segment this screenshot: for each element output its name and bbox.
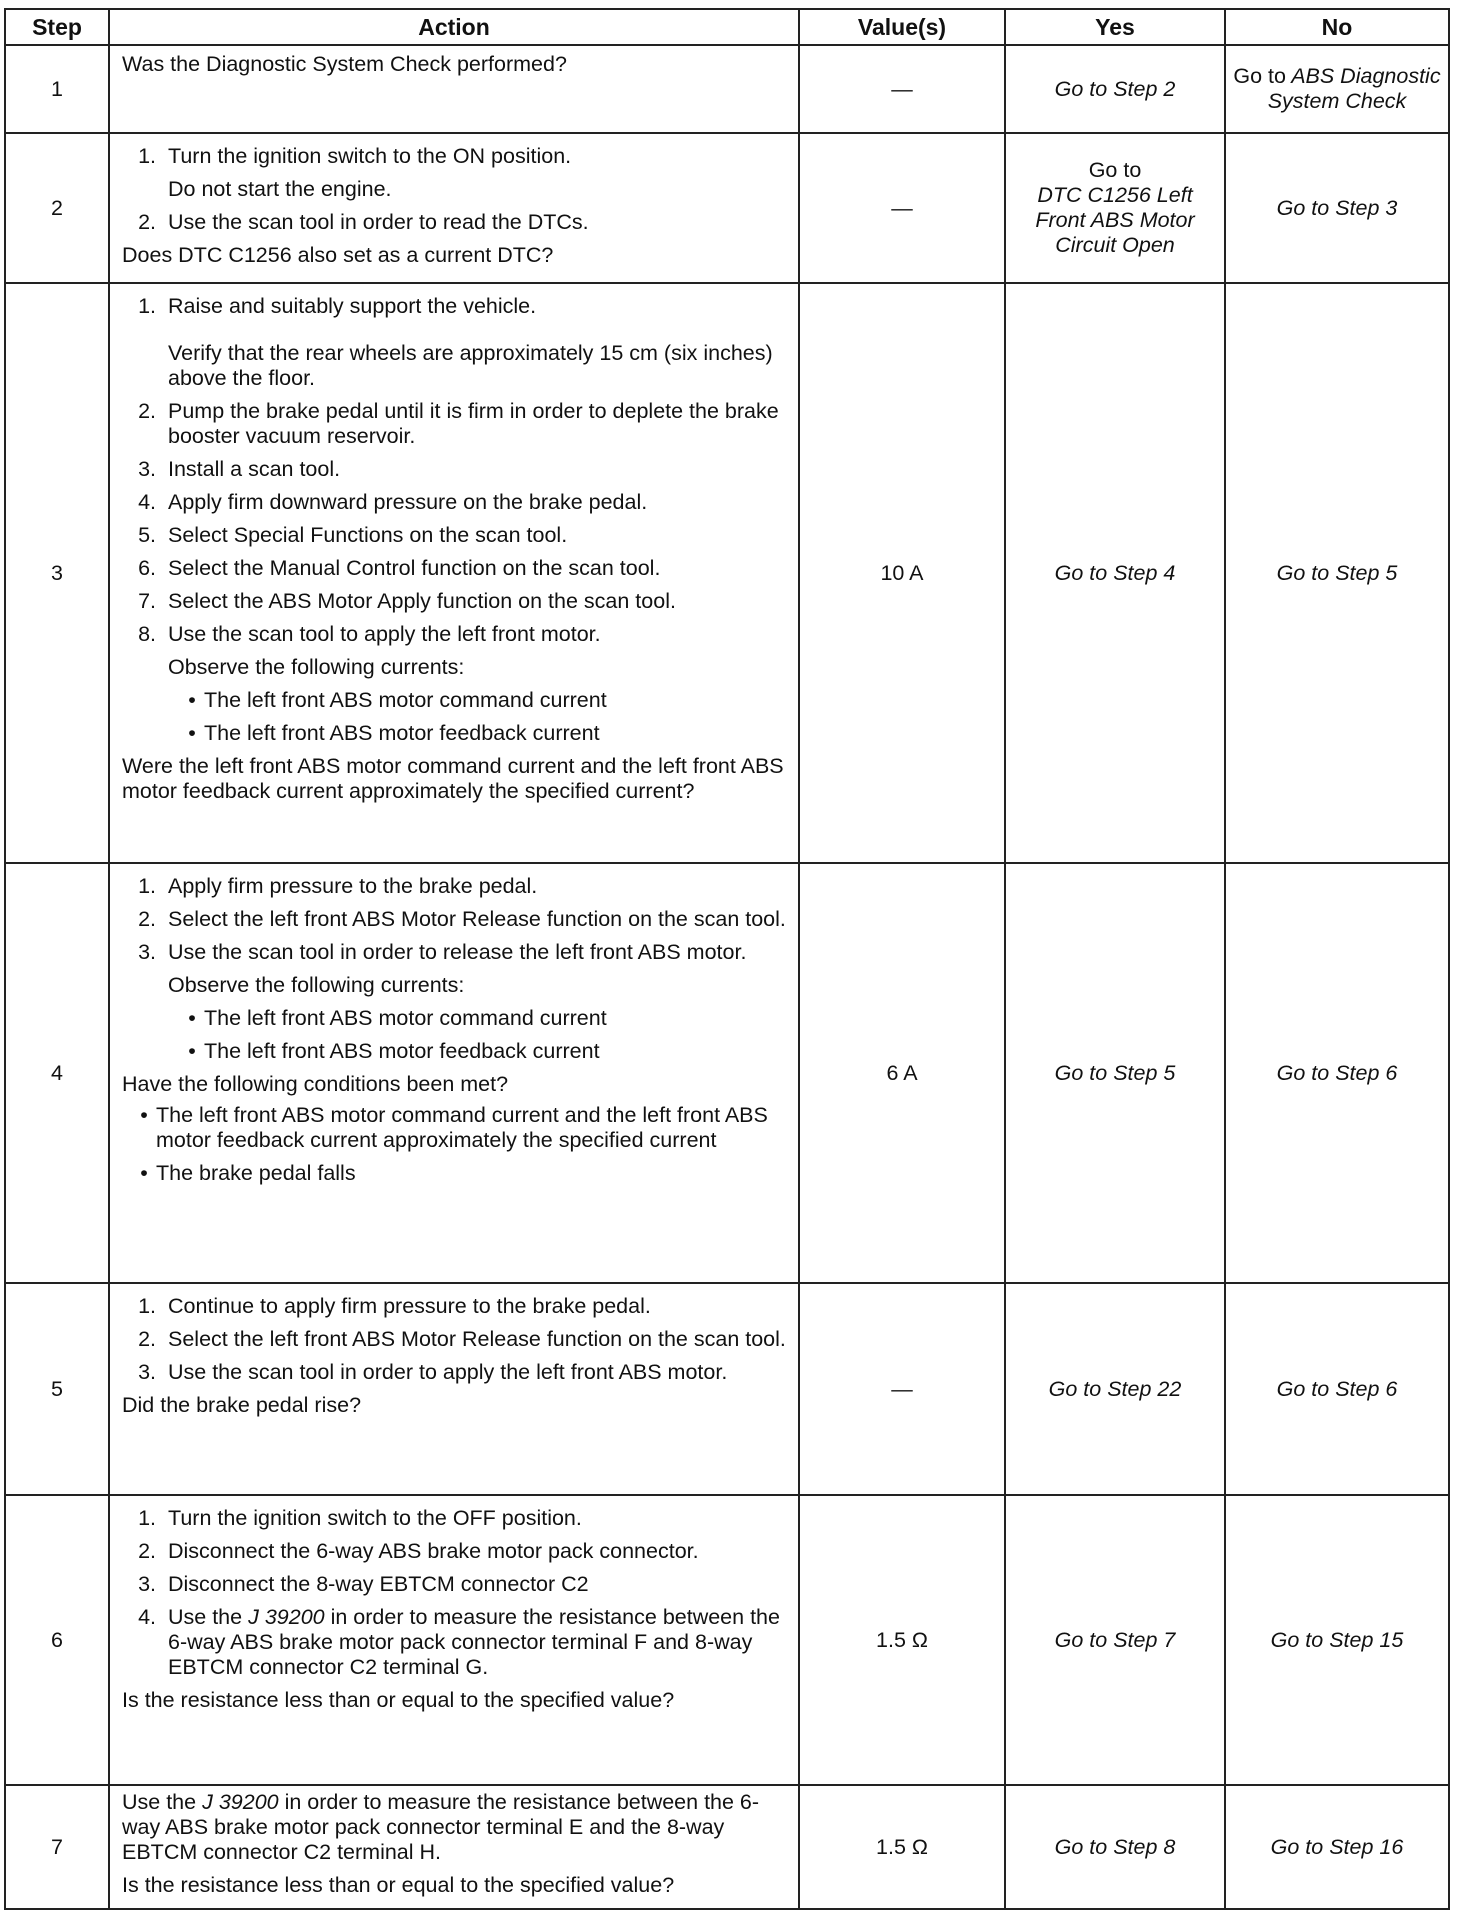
list-item: • The left front ABS motor command current	[188, 688, 607, 712]
step-number: 3	[5, 283, 109, 863]
value-cell: 1.5 Ω	[799, 1495, 1005, 1785]
table-row	[5, 133, 1449, 283]
no-cell: Go to Step 5	[1225, 283, 1449, 863]
no-prefix: Go to	[1233, 64, 1286, 88]
list-item: • The left front ABS motor feedback current	[188, 721, 600, 745]
note-text: Verify that the rear wheels are approximately 15 cm (six inches) above the floor.	[168, 341, 773, 390]
list-item: 1. Raise and suitably support the vehicle. Verify that the rear wheels are approximately 15 cm (six inches) above the floor.	[122, 294, 790, 391]
step-number: 5	[5, 1283, 109, 1495]
list-item: 4. Use the J 39200 in order to measure the resistance between the 6-way ABS brake motor pack connector terminal F and 8-way EBTCM connector C2 terminal G.	[138, 1605, 780, 1679]
list-item: 1. Apply firm pressure to the brake pedal.	[138, 874, 538, 898]
no-link: ABS Diagnostic System Check	[1267, 64, 1441, 113]
no-cell: Go to Step 6	[1225, 1283, 1449, 1495]
table-row	[5, 863, 1449, 1283]
no-cell: Go to Step 15	[1225, 1495, 1449, 1785]
yes-cell: Go to Step 2	[1005, 45, 1225, 133]
list-item: • The left front ABS motor feedback current	[188, 1039, 600, 1063]
question-text: Did the brake pedal rise?	[122, 1393, 362, 1417]
step-number: 1	[5, 45, 109, 133]
list-item: 5. Select Special Functions on the scan tool.	[138, 523, 568, 547]
list-item: • The left front ABS motor command current	[188, 1006, 607, 1030]
no-cell: Go to Step 16	[1225, 1785, 1449, 1909]
list-item: 1. Continue to apply firm pressure to the brake pedal.	[138, 1294, 651, 1318]
bullet-list	[180, 688, 790, 746]
question-text: Was the Diagnostic System Check performed?	[122, 52, 567, 76]
list-item: 8. Use the scan tool to apply the left front motor. Observe the following currents:	[122, 622, 790, 680]
yes-cell	[1005, 133, 1225, 283]
action-list	[122, 1294, 790, 1385]
value-cell: —	[799, 133, 1005, 283]
list-item: • The brake pedal falls	[140, 1161, 356, 1185]
step-number: 2	[5, 133, 109, 283]
diagnostic-table	[4, 8, 1450, 1910]
action-cell	[109, 133, 799, 283]
yes-prefix: Go to	[1088, 158, 1142, 182]
action-cell	[109, 863, 799, 1283]
tool-reference: J 39200	[248, 1605, 325, 1629]
question-text: Were the left front ABS motor command current and the left front ABS motor feedback current approximately the specified current?	[122, 754, 784, 803]
table-row	[5, 283, 1449, 863]
table-row	[5, 1495, 1449, 1785]
action-list	[122, 294, 790, 680]
action-list	[122, 144, 790, 235]
header-no: No	[1225, 9, 1449, 45]
header-step: Step	[5, 9, 109, 45]
question-text: Is the resistance less than or equal to the specified value?	[122, 1873, 675, 1897]
list-item: 4. Apply firm downward pressure on the brake pedal.	[138, 490, 648, 514]
list-item: 7. Select the ABS Motor Apply function on the scan tool.	[138, 589, 676, 613]
action-cell	[109, 1283, 799, 1495]
header-row	[5, 9, 1449, 45]
condition-list	[132, 1103, 790, 1186]
list-item: 2. Select the left front ABS Motor Release function on the scan tool.	[138, 1327, 786, 1351]
no-cell: Go to Step 6	[1225, 863, 1449, 1283]
list-item: 2. Pump the brake pedal until it is firm in order to deplete the brake booster vacuum reservoir.	[138, 399, 779, 448]
note-text: Do not start the engine.	[168, 177, 392, 201]
step-number: 7	[5, 1785, 109, 1909]
yes-cell: Go to Step 4	[1005, 283, 1225, 863]
action-cell	[109, 283, 799, 863]
value-cell: —	[799, 1283, 1005, 1495]
observe-text: Observe the following currents:	[168, 655, 465, 679]
action-cell	[109, 1785, 799, 1909]
list-item: 2. Select the left front ABS Motor Release function on the scan tool.	[138, 907, 786, 931]
step-number: 6	[5, 1495, 109, 1785]
diagnostic-table-page	[4, 8, 1448, 1910]
action-list	[122, 874, 790, 998]
yes-cell: Go to Step 7	[1005, 1495, 1225, 1785]
action-cell	[109, 45, 799, 133]
no-cell	[1225, 45, 1449, 133]
list-item: 3. Install a scan tool.	[138, 457, 341, 481]
table-row	[5, 45, 1449, 133]
action-cell	[109, 1495, 799, 1785]
yes-cell: Go to Step 22	[1005, 1283, 1225, 1495]
value-cell: 10 A	[799, 283, 1005, 863]
bullet-list	[180, 1006, 790, 1064]
yes-cell: Go to Step 8	[1005, 1785, 1225, 1909]
value-cell: 6 A	[799, 863, 1005, 1283]
yes-cell: Go to Step 5	[1005, 863, 1225, 1283]
question-text: Does DTC C1256 also set as a current DTC?	[122, 243, 554, 267]
no-cell: Go to Step 3	[1225, 133, 1449, 283]
action-list	[122, 1506, 790, 1680]
action-text: Use the J 39200 in order to measure the resistance between the 6-way ABS brake motor pack connector terminal E and the 8-way EBTCM connector C2 terminal H.	[122, 1790, 760, 1864]
yes-link: DTC C1256 Left Front ABS Motor Circuit Open	[1035, 183, 1195, 257]
list-item: 3. Disconnect the 8-way EBTCM connector C2	[138, 1572, 589, 1596]
header-action: Action	[109, 9, 799, 45]
list-item: 1. Turn the ignition switch to the OFF position.	[138, 1506, 582, 1530]
table-row	[5, 1283, 1449, 1495]
tool-reference: J 39200	[202, 1790, 279, 1814]
list-item: 2. Disconnect the 6-way ABS brake motor pack connector.	[138, 1539, 699, 1563]
value-cell: 1.5 Ω	[799, 1785, 1005, 1909]
question-text: Is the resistance less than or equal to the specified value?	[122, 1688, 675, 1712]
list-item: 3. Use the scan tool in order to apply the left front ABS motor.	[138, 1360, 728, 1384]
value-cell: —	[799, 45, 1005, 133]
list-item: 3. Use the scan tool in order to release the left front ABS motor. Observe the following currents:	[122, 940, 790, 998]
list-item: 1. Turn the ignition switch to the ON position. Do not start the engine.	[122, 144, 790, 202]
list-item: 2. Use the scan tool in order to read the DTCs.	[138, 210, 589, 234]
table-row	[5, 1785, 1449, 1909]
step-number: 4	[5, 863, 109, 1283]
question-text: Have the following conditions been met?	[122, 1072, 509, 1096]
list-item: • The left front ABS motor command current and the left front ABS motor feedback current approximately the specified current	[140, 1103, 768, 1152]
list-item: 6. Select the Manual Control function on the scan tool.	[138, 556, 661, 580]
observe-text: Observe the following currents:	[168, 973, 465, 997]
header-yes: Yes	[1005, 9, 1225, 45]
header-values: Value(s)	[799, 9, 1005, 45]
